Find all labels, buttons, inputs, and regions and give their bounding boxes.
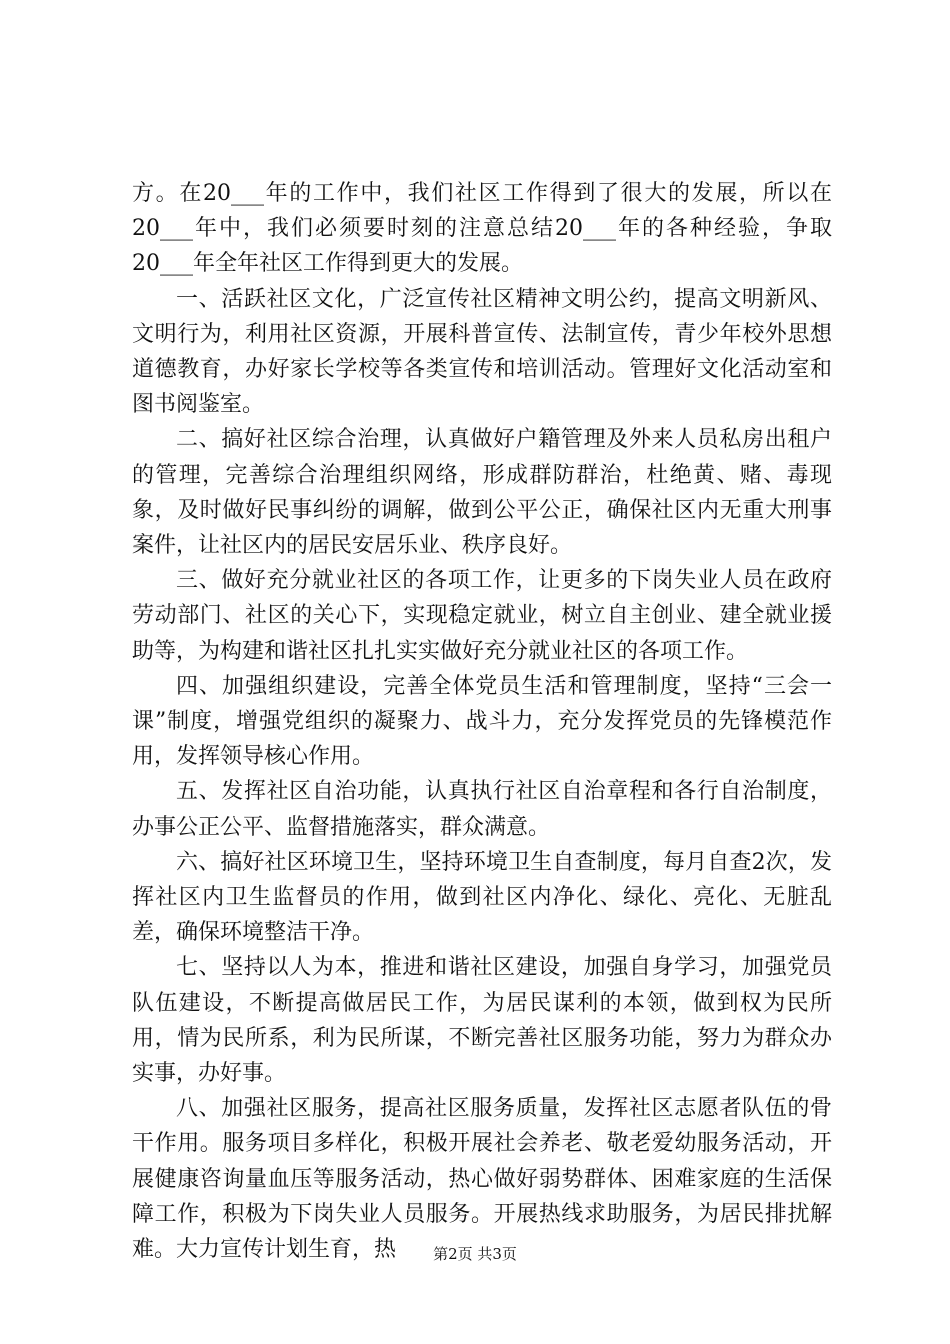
document-body bbox=[132, 176, 832, 1267]
paragraph-item-8: 八、加强社区服务，提高社区服务质量，发挥社区志愿者队伍的骨干作用。服务项目多样化，积极开展社会养老、敬老爱幼服务活动，开展健康咨询量血压等服务活动，热心做好弱势群体、困难家庭的生活保障工作，积极为下岗失业人员服务。开展热线求助服务，为居民排扰解难。大力宣传计划生育，热 bbox=[132, 1096, 832, 1263]
paragraph-intro: 方。在20___年的工作中，我们社区工作得到了很大的发展，所以在20___年中，我们必须要时刻的注意总结20___年的各种经验，争取20___年全年社区工作得到更大的发展。 bbox=[132, 181, 832, 277]
paragraph-item-6: 六、搞好社区环境卫生，坚持环境卫生自查制度，每月自查2次，发挥社区内卫生监督员的作用，做到社区内净化、绿化、亮化、无脏乱差，确保环境整洁干净。 bbox=[132, 849, 832, 946]
paragraph-item-4: 四、加强组织建设，完善全体党员生活和管理制度，坚持“三会一课”制度，增强党组织的凝聚力、战斗力，充分发挥党员的先锋模范作用，发挥领导核心作用。 bbox=[132, 673, 832, 770]
paragraph-item-1: 一、活跃社区文化，广泛宣传社区精神文明公约，提高文明新风、文明行为，利用社区资源，开展科普宣传、法制宣传，青少年校外思想道德教育，办好家长学校等各类宣传和培训活动。管理好文化活动室和图书阅鉴室。 bbox=[132, 286, 832, 418]
paragraph-item-2: 二、搞好社区综合治理，认真做好户籍管理及外来人员私房出租户的管理，完善综合治理组织网络，形成群防群治，杜绝黄、赌、毒现象，及时做好民事纠纷的调解，做到公平公正，确保社区内无重大刑事案件，让社区内的居民安居乐业、秩序良好。 bbox=[132, 427, 832, 559]
paragraph-item-7: 七、坚持以人为本，推进和谐社区建设，加强自身学习，加强党员队伍建设，不断提高做居民工作，为居民谋利的本领，做到权为民所用，情为民所系，利为民所谋，不断完善社区服务功能，努力为群众办实事，办好事。 bbox=[132, 955, 832, 1087]
paragraph-item-5: 五、发挥社区自治功能，认真执行社区自治章程和各行自治制度，办事公正公平、监督措施落实，群众满意。 bbox=[132, 779, 832, 840]
page-footer: 第2页 共3页 bbox=[433, 1245, 517, 1263]
paragraph-item-3: 三、做好充分就业社区的各项工作，让更多的下岗失业人员在政府劳动部门、社区的关心下，实现稳定就业，树立自主创业、建全就业援助等，为构建和谐社区扎扎实实做好充分就业社区的各项工作。 bbox=[132, 568, 832, 664]
